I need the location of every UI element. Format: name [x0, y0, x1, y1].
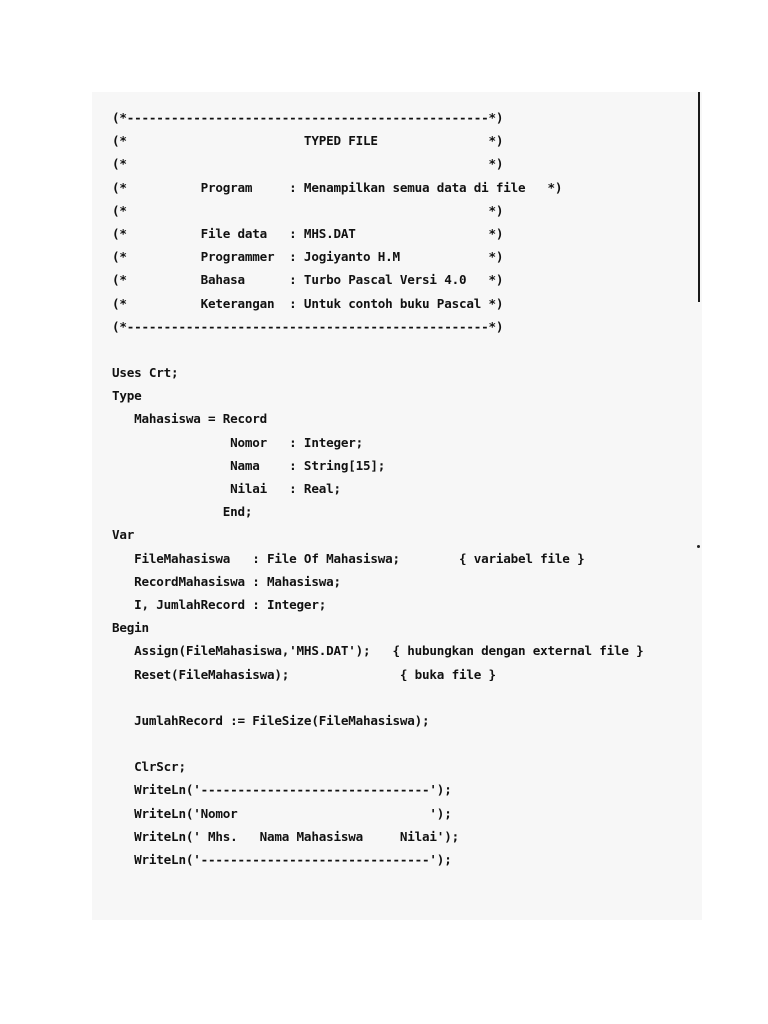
comment-file-data: (* File data : MHS.DAT *) [112, 225, 504, 241]
code-writeln-3: WriteLn(' Mhs. Nama Mahasiswa Nilai'); [112, 828, 459, 844]
comment-program: (* Program : Menampilkan semua data di file *) [112, 179, 563, 195]
code-assign: Assign(FileMahasiswa,'MHS.DAT'); { hubungkan dengan external file } [112, 643, 644, 659]
blank-line [112, 686, 644, 709]
code-uses: Uses Crt; [112, 365, 179, 381]
code-record-end: End; [112, 504, 253, 520]
blank-line [112, 732, 644, 755]
comment-blank: (* *) [112, 156, 504, 172]
code-begin: Begin [112, 620, 149, 636]
code-filesize: JumlahRecord := FileSize(FileMahasiswa); [112, 712, 430, 728]
code-reset: Reset(FileMahasiswa); { buka file } [112, 666, 496, 682]
code-writeln-4: WriteLn('-------------------------------'); [112, 852, 452, 867]
code-field-nomor: Nomor : Integer; [112, 434, 363, 450]
comment-bahasa: (* Bahasa : Turbo Pascal Versi 4.0 *) [112, 272, 504, 288]
comment-title: (* TYPED FILE *) [112, 133, 504, 149]
pascal-source-listing [112, 106, 644, 871]
code-type: Type [112, 388, 142, 404]
code-writeln-1: WriteLn('-------------------------------'); [112, 782, 452, 798]
comment-programmer: (* Programmer : Jogiyanto H.M *) [112, 249, 504, 265]
comment-top-border: (*-------------------------------------------------*) [112, 110, 504, 125]
blank-line [112, 338, 644, 361]
code-var-file: FileMahasiswa : File Of Mahasiswa; { variabel file } [112, 550, 585, 566]
comment-bottom-border: (*-------------------------------------------------*) [112, 318, 504, 334]
comment-keterangan: (* Keterangan : Untuk contoh buku Pascal *) [112, 295, 504, 311]
comment-blank: (* *) [112, 202, 504, 218]
code-clrscr: ClrScr; [112, 759, 186, 775]
code-writeln-2: WriteLn('Nomor '); [112, 805, 452, 821]
code-record-decl: Mahasiswa = Record [112, 411, 268, 427]
page-edge-line [698, 92, 700, 302]
code-field-nama: Nama : String[15]; [112, 457, 386, 473]
code-var: Var [112, 527, 135, 543]
code-var-counts: I, JumlahRecord : Integer; [112, 596, 327, 612]
code-var-record: RecordMahasiswa : Mahasiswa; [112, 573, 341, 589]
code-field-nilai: Nilai : Real; [112, 481, 341, 496]
speck-mark [697, 545, 700, 548]
